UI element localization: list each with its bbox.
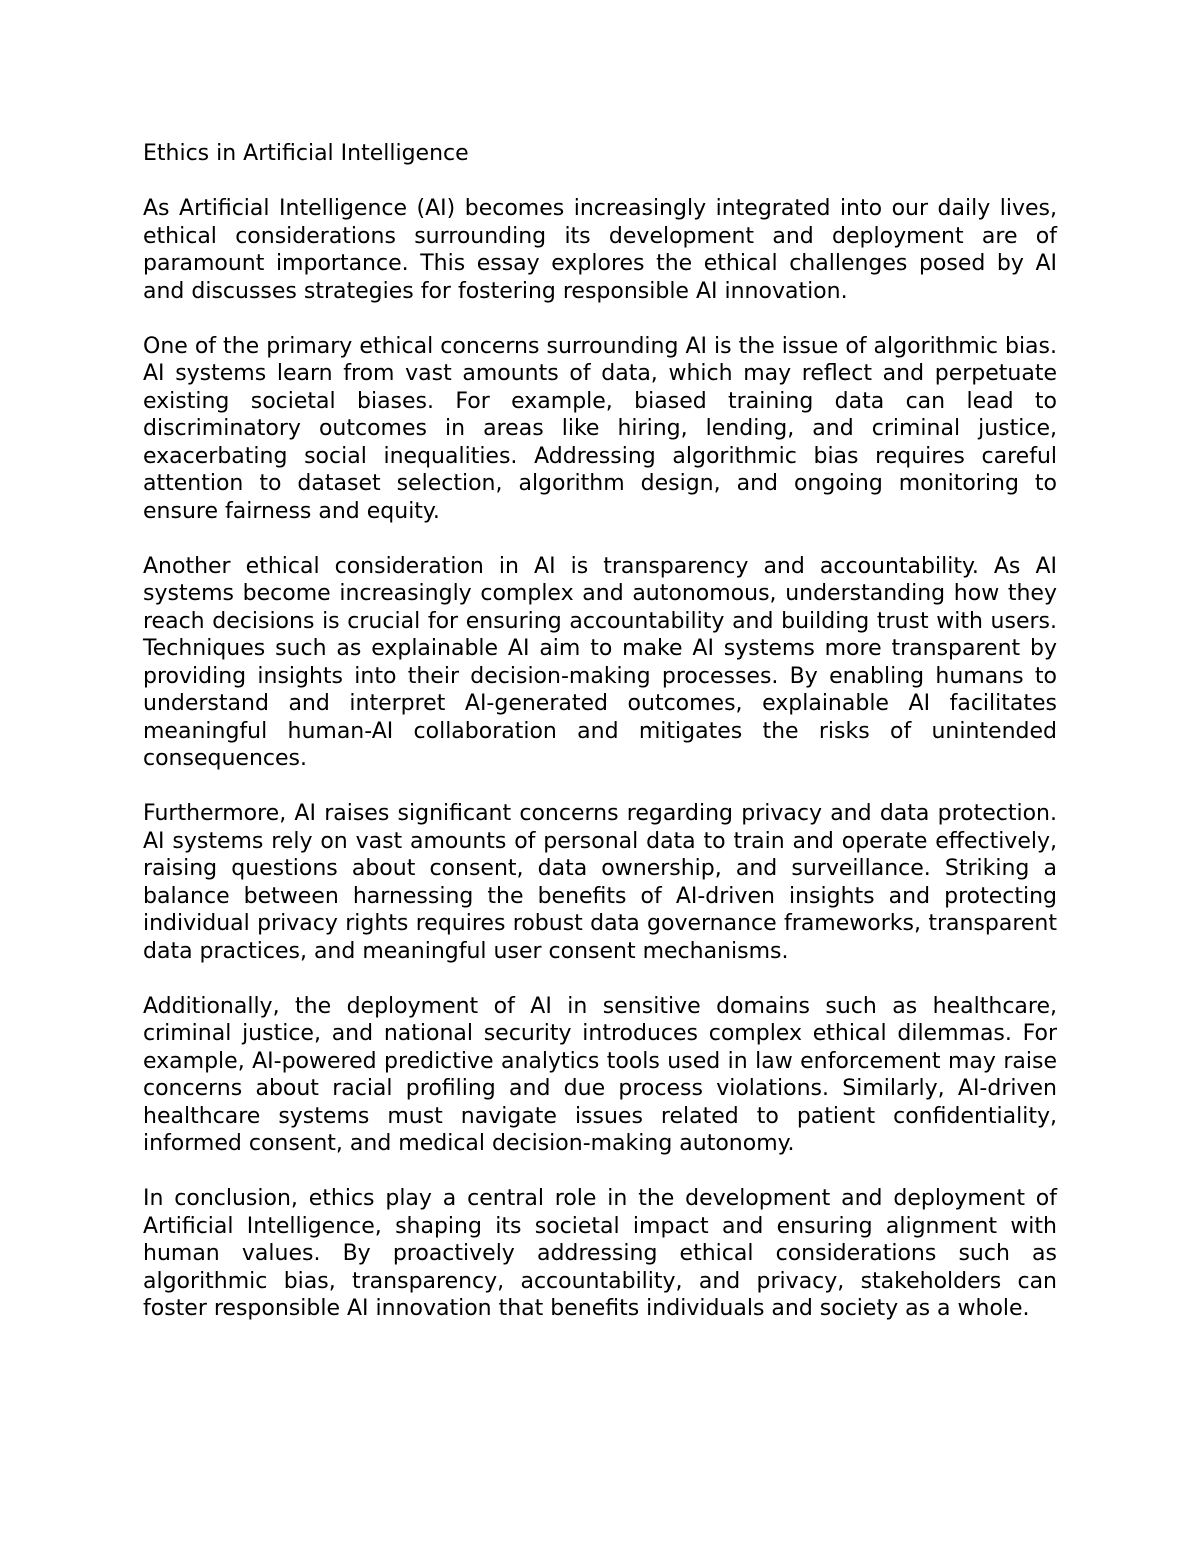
paragraph-introduction: As Artificial Intelligence (AI) becomes increasingly integrated into our daily lives, ethical considerations surrounding its development and deployment are of paramount importance. This essay explores the ethical challenges posed by AI and discusses strategies for fostering responsible AI innovation. bbox=[143, 196, 1057, 304]
paragraph-algorithmic-bias: One of the primary ethical concerns surrounding AI is the issue of algorithmic bias. AI systems learn from vast amounts of data, which may reflect and perpetuate existing societal biases. For example, biased training data can lead to discriminatory outcomes in areas like hiring, lending, and criminal justice, exacerbating social inequalities. Addressing algorithmic bias requires careful attention to dataset selection, algorithm design, and ongoing monitoring to ensure fairness and equity. bbox=[143, 333, 1057, 524]
paragraph-conclusion: In conclusion, ethics play a central role in the development and deployment of Artificial Intelligence, shaping its societal impact and ensuring alignment with human values. By proactively addressing ethical considerations such as algorithmic bias, transparency, accountability, and privacy, stakeholders can foster responsible AI innovation that benefits individuals and society as a whole. bbox=[143, 1186, 1057, 1321]
document-body bbox=[143, 140, 1057, 1350]
document-title: Ethics in Artificial Intelligence bbox=[143, 141, 469, 166]
paragraph-sensitive-domains: Additionally, the deployment of AI in sensitive domains such as healthcare, criminal justice, and national security introduces complex ethical dilemmas. For example, AI-powered predictive analytics tools used in law enforcement may raise concerns about racial profiling and due process violations. Similarly, AI-driven healthcare systems must navigate issues related to patient confidentiality, informed consent, and medical decision-making autonomy. bbox=[143, 993, 1057, 1156]
paragraph-transparency: Another ethical consideration in AI is transparency and accountability. As AI systems become increasingly complex and autonomous, understanding how they reach decisions is crucial for ensuring accountability and building trust with users. Techniques such as explainable AI aim to make AI systems more transparent by providing insights into their decision-making processes. By enabling humans to understand and interpret AI-generated outcomes, explainable AI facilitates meaningful human-AI collaboration and mitigates the risks of unintended consequences. bbox=[143, 553, 1057, 771]
paragraph-privacy: Furthermore, AI raises significant concerns regarding privacy and data protection. AI systems rely on vast amounts of personal data to train and operate effectively, raising questions about consent, data ownership, and surveillance. Striking a balance between harnessing the benefits of AI-driven insights and protecting individual privacy rights requires robust data governance frameworks, transparent data practices, and meaningful user consent mechanisms. bbox=[143, 801, 1057, 964]
